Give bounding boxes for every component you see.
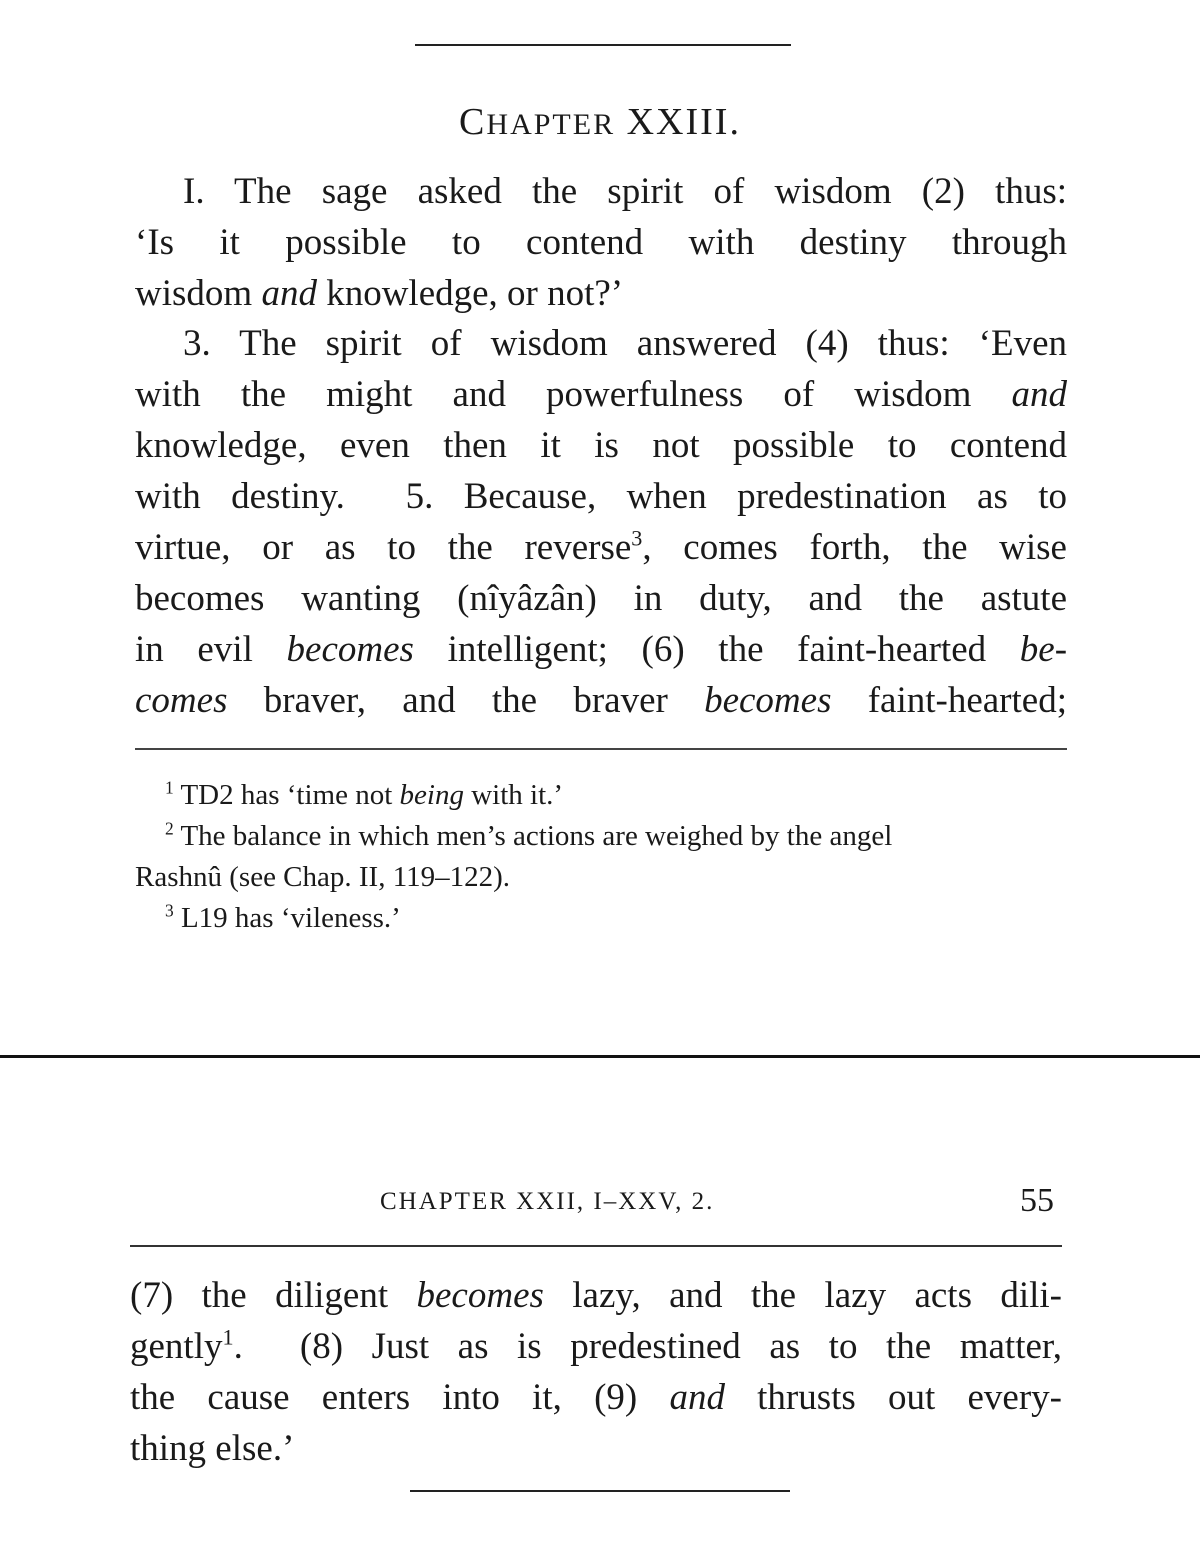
footnote-mark: 2: [165, 818, 174, 839]
paragraph-line: I. The sage asked the spirit of wisdom (2) thus:: [183, 171, 1067, 212]
paragraph-1: [135, 166, 1067, 319]
footnote-text: The balance in which men’s actions are weighed by the angel: [180, 820, 893, 852]
paragraph-line: knowledge, even then it is not possible to contend: [135, 425, 1067, 466]
paragraph-line: the cause enters into it, (9) and thrusts out every-: [130, 1377, 1062, 1418]
paragraph-line: comes braver, and the braver becomes faint-hearted;: [135, 680, 1067, 721]
footnote-text: TD2 has ‘time not: [180, 779, 400, 811]
paragraph-line: with destiny. 5. Because, when predestination as to: [135, 476, 1067, 517]
footnote-separator: [135, 748, 1067, 750]
paragraph-line: thing else.’: [130, 1428, 295, 1469]
running-head-rule: [130, 1245, 1062, 1247]
paragraph-3: [130, 1270, 1062, 1474]
footnote-2-continued: Rashnû (see Chap. II, 119–122).: [135, 861, 511, 893]
paragraph-line: virtue, or as to the reverse$^3$, comes forth, the wise: [135, 525, 1067, 568]
paragraph-line-rest: , comes forth, the wise: [642, 527, 1067, 568]
bottom-ornament-rule: [410, 1490, 790, 1492]
footnotes: [135, 775, 1067, 939]
paragraph-line: ‘Is it possible to contend with destiny through: [135, 222, 1067, 263]
footnote-3: [135, 898, 1067, 939]
chapter-heading: [0, 100, 1200, 144]
paragraph-line: wisdom and knowledge, or not?’: [135, 273, 624, 314]
running-head: CHAPTER XXII, I–XXV, 2.: [380, 1188, 715, 1215]
footnote-1: [135, 775, 1067, 816]
paragraph-line: 3. The spirit of wisdom answered (4) thus: ‘Even: [183, 323, 1067, 364]
footnote-ref-3: 3: [631, 525, 643, 551]
paragraph-line: (7) the diligent becomes lazy, and the lazy acts dili-: [130, 1275, 1063, 1316]
page-divider: [0, 1055, 1200, 1058]
chapter-heading-smallcaps: HAPTER: [486, 108, 616, 141]
footnote-text: L19 has ‘vileness.’: [180, 902, 401, 934]
paragraph-2: [135, 318, 1067, 726]
footnote-ref-1: 1: [222, 1324, 234, 1350]
paragraph-line: in evil becomes intelligent; (6) the faint-hearted be-: [135, 629, 1068, 670]
paragraph-line: becomes wanting (nîyâzân) in duty, and the astute: [135, 578, 1067, 619]
page-number: 55: [1020, 1182, 1054, 1219]
chapter-heading-cap: C: [459, 101, 487, 143]
paragraph-line: with the might and powerfulness of wisdom and: [135, 374, 1067, 415]
footnote-mark: 1: [165, 777, 174, 798]
chapter-heading-numeral: XXIII.: [626, 101, 741, 143]
footnote-text-italic: being: [399, 779, 464, 811]
top-ornament-rule: [415, 44, 791, 46]
footnote-2: [135, 816, 1067, 857]
footnote-text: with it.’: [463, 779, 564, 811]
footnote-mark: 3: [165, 900, 174, 921]
paragraph-line: gently$^1$. (8) Just as is predestined as to the matter,: [130, 1324, 1062, 1367]
